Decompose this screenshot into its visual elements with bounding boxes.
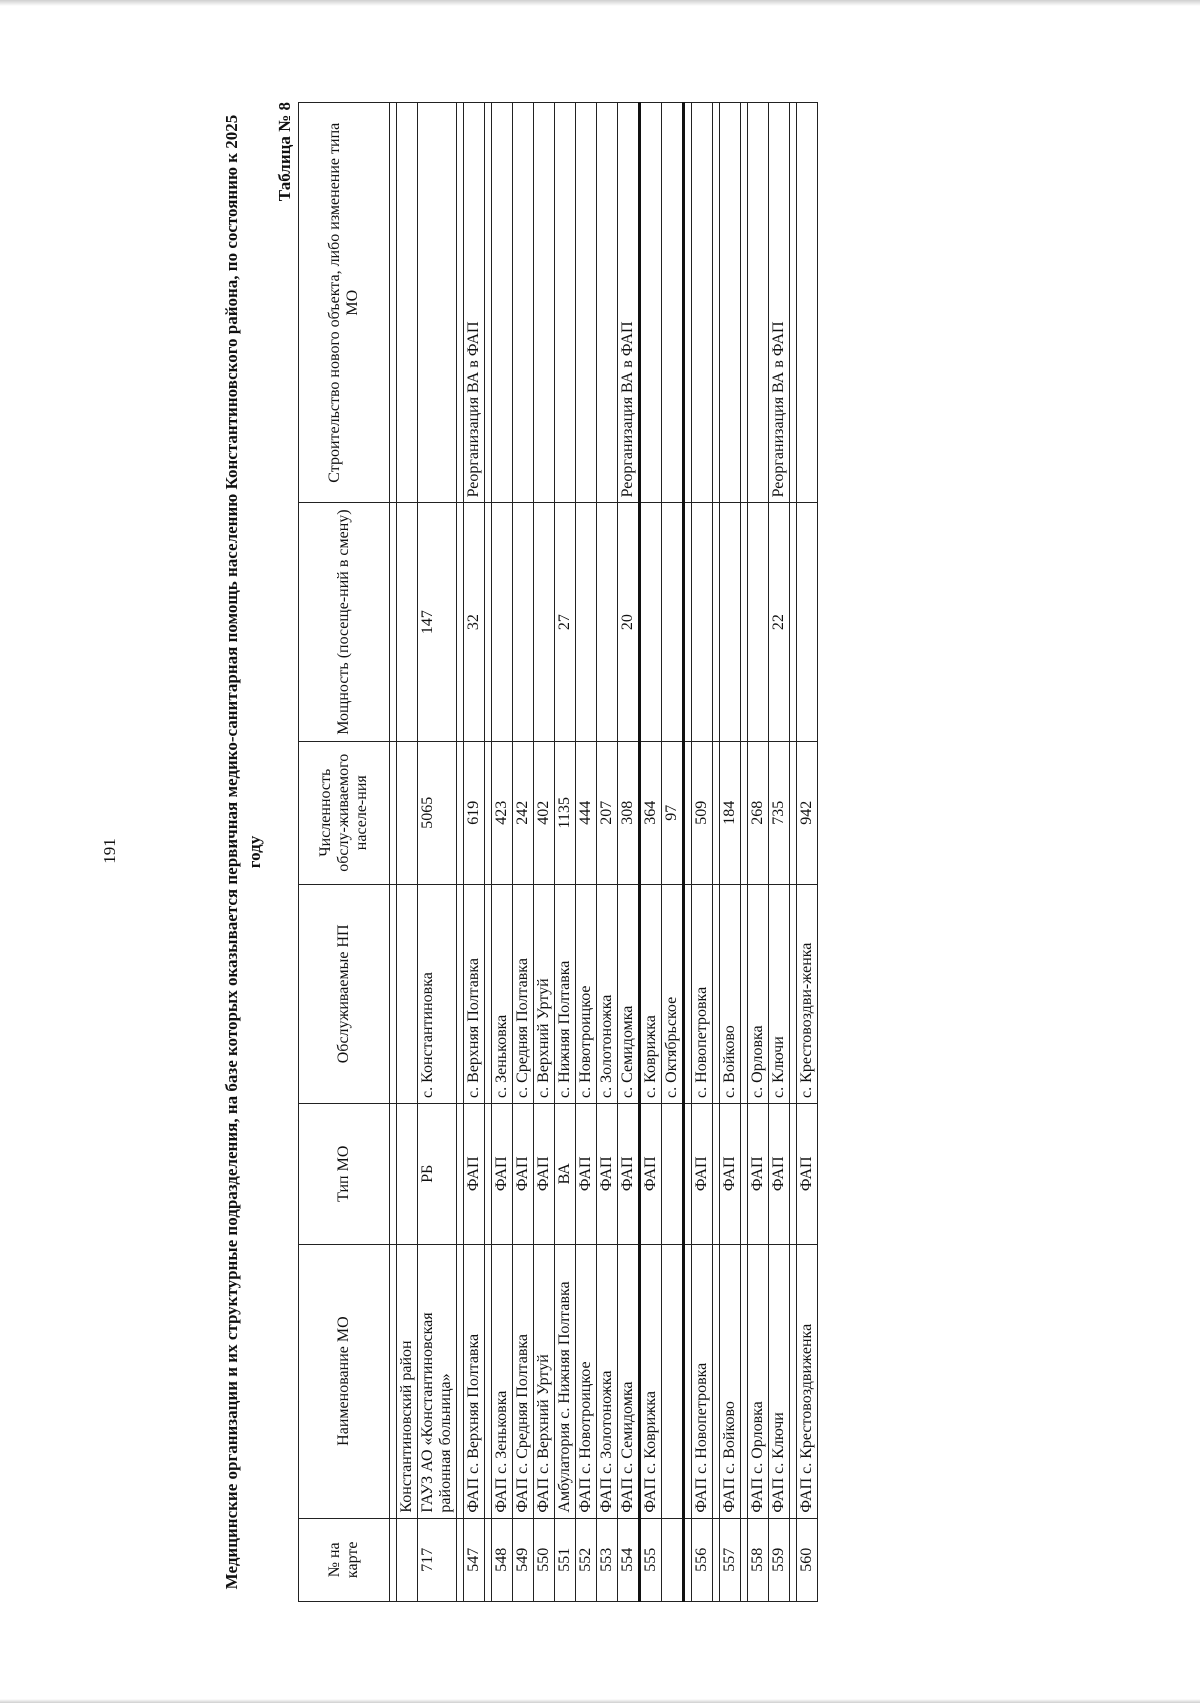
cell-type: ФАП [797, 1103, 818, 1244]
scan-edge-top [0, 0, 1200, 6]
table-row [720, 102, 741, 1601]
cell-change [418, 102, 457, 502]
cell-name: ФАП с. Семидомка [618, 1244, 640, 1518]
cell-name: ФАП с. Зеньковка [492, 1244, 513, 1518]
header-mo-type: Тип МО [299, 1103, 390, 1244]
header-map-number: № на карте [299, 1518, 390, 1601]
cell-num: 553 [597, 1518, 618, 1601]
cell-name: Амбулатория с. Нижняя Полтавка [555, 1244, 576, 1518]
cell-served: с. Новотроицкое [576, 884, 597, 1103]
cell-type: ФАП [492, 1103, 513, 1244]
page-number: 191 [100, 838, 119, 864]
cell-num: 552 [576, 1518, 597, 1601]
table-row [692, 102, 713, 1601]
cell-name: ФАП с. Войково [720, 1244, 741, 1518]
cell-type: ФАП [513, 1103, 534, 1244]
table-row [640, 102, 662, 1601]
cell-served: с. Коврижка [640, 884, 662, 1103]
cell-served: с. Золотоножка [597, 884, 618, 1103]
cell-change: Реорганизация ВА в ФАП [769, 102, 790, 502]
cell-capacity: 20 [618, 502, 640, 740]
cell-capacity: 27 [555, 502, 576, 740]
header-construction-change: Строительство нового объекта, либо изменение типа МО [299, 102, 390, 502]
cell-change: Реорганизация ВА в ФАП [464, 102, 485, 502]
table-row [513, 102, 534, 1601]
cell-population: 423 [492, 741, 513, 884]
table-row [555, 102, 576, 1601]
cell-num: 554 [618, 1518, 640, 1601]
table-row [662, 102, 684, 1601]
cell-type: ФАП [748, 1103, 769, 1244]
cell-capacity [662, 502, 684, 740]
cell-type: РБ [418, 1103, 457, 1244]
cell-type: ФАП [464, 1103, 485, 1244]
cell-change [720, 102, 741, 502]
table-row [618, 102, 640, 1601]
cell-type [662, 1103, 684, 1244]
cell-population: 308 [618, 741, 640, 884]
table-row [797, 102, 818, 1601]
cell-change [692, 102, 713, 502]
cell-served: с. Ключи [769, 884, 790, 1103]
cell-capacity [597, 502, 618, 740]
cell-served: с. Войково [720, 884, 741, 1103]
cell-num: 549 [513, 1518, 534, 1601]
spacer-row [790, 102, 797, 1601]
table-row [769, 102, 790, 1601]
cell-population: 509 [692, 741, 713, 884]
cell-population: 735 [769, 741, 790, 884]
cell-num: 548 [492, 1518, 513, 1601]
table-row [597, 102, 618, 1601]
cell-type: ФАП [618, 1103, 640, 1244]
spacer-row [741, 102, 748, 1601]
cell-num: 556 [692, 1518, 713, 1601]
district-name: Константиновский район [397, 1244, 418, 1518]
cell-type: ФАП [769, 1103, 790, 1244]
cell-change [492, 102, 513, 502]
header-population: Численность обслу-живаемого населе-ния [299, 741, 390, 884]
cell-served: с. Октябрьское [662, 884, 684, 1103]
table-row [748, 102, 769, 1601]
cell-num: 557 [720, 1518, 741, 1601]
cell-change [797, 102, 818, 502]
cell-population: 184 [720, 741, 741, 884]
table-label: Таблица № 8 [275, 101, 294, 201]
cell-name [662, 1244, 684, 1518]
cell-served: с. Верхний Уртуй [534, 884, 555, 1103]
cell-name: ФАП с. Коврижка [640, 1244, 662, 1518]
cell-change [555, 102, 576, 502]
cell-num: 559 [769, 1518, 790, 1601]
cell-type: ФАП [576, 1103, 597, 1244]
cell-num: 558 [748, 1518, 769, 1601]
cell-num: 717 [418, 1518, 457, 1601]
header-capacity: Мощность (посеще-ний в смену) [299, 502, 390, 740]
cell-num: 551 [555, 1518, 576, 1601]
cell-name: ФАП с. Крестовоздвиженка [797, 1244, 818, 1518]
cell-change [640, 102, 662, 502]
cell-name: ФАП с. Новотроицкое [576, 1244, 597, 1518]
scan-edge-bottom [0, 1699, 1200, 1703]
header-mo-name: Наименование МО [299, 1244, 390, 1518]
cell-change [662, 102, 684, 502]
document-title: Медицинские организации и их структурные подразделения, на базе которых оказывается первичная медико-санитарная помощь населению Константиновского района, по состоянию к 2025 году [222, 114, 264, 1589]
cell-capacity: 22 [769, 502, 790, 740]
cell-type: ФАП [640, 1103, 662, 1244]
cell-change [597, 102, 618, 502]
cell-type: ФАП [692, 1103, 713, 1244]
cell-name: ФАП с. Средняя Полтавка [513, 1244, 534, 1518]
cell-change [534, 102, 555, 502]
cell-served: с. Константиновка [418, 884, 457, 1103]
cell-change [748, 102, 769, 502]
cell-num: 555 [640, 1518, 662, 1601]
spacer-row [390, 102, 397, 1601]
cell-name: ФАП с. Верхний Уртуй [534, 1244, 555, 1518]
cell-population: 97 [662, 741, 684, 884]
cell-num [662, 1518, 684, 1601]
spacer-row [457, 102, 464, 1601]
cell-name: ФАП с. Верхняя Полтавка [464, 1244, 485, 1518]
table-row [464, 102, 485, 1601]
spacer-row [485, 102, 492, 1601]
cell-capacity [692, 502, 713, 740]
cell-name: ФАП с. Золотоножка [597, 1244, 618, 1518]
cell-name: ФАП с. Ключи [769, 1244, 790, 1518]
cell-num: 547 [464, 1518, 485, 1601]
cell-capacity: 147 [418, 502, 457, 740]
cell-capacity [748, 502, 769, 740]
cell-capacity [513, 502, 534, 740]
cell-change: Реорганизация ВА в ФАП [618, 102, 640, 502]
cell-population: 268 [748, 741, 769, 884]
header-served-settlements: Обслуживаемые НП [299, 884, 390, 1103]
table-row [576, 102, 597, 1601]
cell-type: ФАП [597, 1103, 618, 1244]
cell-served: с. Верхняя Полтавка [464, 884, 485, 1103]
cell-population: 619 [464, 741, 485, 884]
cell-served: с. Семидомка [618, 884, 640, 1103]
cell-population: 207 [597, 741, 618, 884]
cell-name: ФАП с. Новопетровка [692, 1244, 713, 1518]
cell-served: с. Крестовоздви-женка [797, 884, 818, 1103]
table-row [492, 102, 513, 1601]
spacer-row [684, 102, 692, 1601]
cell-served: с. Новопетровка [692, 884, 713, 1103]
cell-capacity: 32 [464, 502, 485, 740]
cell-num: 560 [797, 1518, 818, 1601]
cell-served: с. Зеньковка [492, 884, 513, 1103]
cell-capacity [720, 502, 741, 740]
cell-population: 942 [797, 741, 818, 884]
cell-population: 402 [534, 741, 555, 884]
cell-capacity [576, 502, 597, 740]
cell-served: с. Нижняя Полтавка [555, 884, 576, 1103]
cell-population: 364 [640, 741, 662, 884]
rotated-page-content [220, 102, 980, 1602]
cell-num: 550 [534, 1518, 555, 1601]
cell-population: 444 [576, 741, 597, 884]
cell-population: 242 [513, 741, 534, 884]
district-row [397, 102, 418, 1601]
cell-name: ГАУЗ АО «Константиновская районная больница» [418, 1244, 457, 1518]
cell-type: ФАП [720, 1103, 741, 1244]
table-header-row [299, 102, 390, 1601]
cell-served: с. Средняя Полтавка [513, 884, 534, 1103]
cell-change [513, 102, 534, 502]
cell-capacity [534, 502, 555, 740]
cell-population: 1135 [555, 741, 576, 884]
cell-type: ВА [555, 1103, 576, 1244]
medical-organizations-table [298, 102, 818, 1602]
cell-name: ФАП с. Орловка [748, 1244, 769, 1518]
cell-population: 5065 [418, 741, 457, 884]
table-row [418, 102, 457, 1601]
cell-capacity [492, 502, 513, 740]
cell-type: ФАП [534, 1103, 555, 1244]
cell-capacity [640, 502, 662, 740]
cell-change [576, 102, 597, 502]
cell-served: с. Орловка [748, 884, 769, 1103]
table-row [534, 102, 555, 1601]
cell-capacity [797, 502, 818, 740]
spacer-row [713, 102, 720, 1601]
